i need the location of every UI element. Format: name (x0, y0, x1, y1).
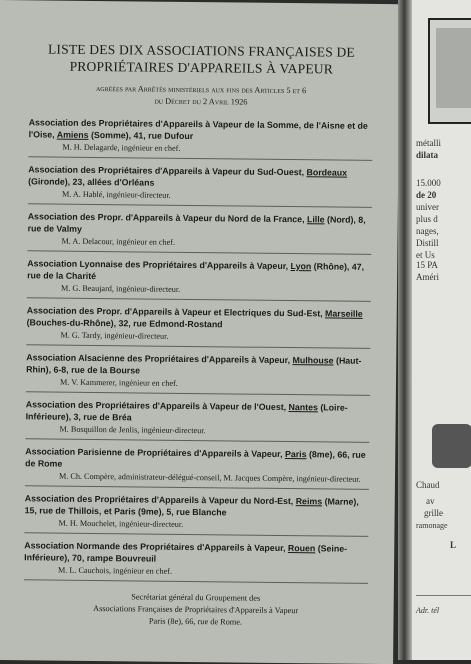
association-city: Rouen (287, 543, 316, 554)
divider (26, 344, 370, 349)
list-item (27, 257, 371, 302)
association-city: Marseille (325, 308, 363, 319)
association-director: M. H. Mouchelet, ingénieur-directeur. (58, 518, 184, 529)
association-name: Association Alsacienne des Propriétaires d'Appareils à Vapeur, (26, 352, 291, 366)
footer-line-1: Secrétariat général du Groupement des (131, 592, 261, 603)
association-city: Lyon (290, 261, 312, 272)
association-director: M. A. Hablé, ingénieur-directeur. (61, 189, 171, 200)
association-address: (Nord), 8, rue de Valmy (27, 214, 366, 234)
right-text: nages, (416, 226, 439, 236)
association-address: (Bouches-du-Rhône), 32, rue Edmond-Rostand (26, 317, 223, 330)
divider (28, 156, 372, 161)
right-text: plus d (416, 214, 438, 224)
association-name: Association des Propriétaires d'Appareils à Vapeur du Sud-Ouest, (28, 164, 305, 178)
association-director: M. Bosquillon de Jenlis, ingénieur-directeur. (59, 424, 206, 436)
right-text: L (450, 540, 457, 550)
right-text: dilata (416, 150, 439, 160)
divider (27, 297, 371, 302)
right-text: univer (416, 202, 439, 212)
page-footer (23, 590, 367, 630)
association-director: M. A. Delacour, ingénieur en chef. (61, 236, 176, 247)
page-title: LISTE DES DIX ASSOCIATIONS FRANÇAISES DE PROPRIÉTAIRES D'APPAREILS À VAPEUR (47, 41, 356, 77)
association-address: (Loire-Inférieure), 3, rue de Bréa (25, 402, 348, 423)
association-address: (Marne), 15, rue de Thillois, et Paris (9me), 5, rue Blanche (24, 496, 359, 518)
association-name: Association des Propr. d'Appareils à Vapeur et Electriques du Sud-Est, (26, 305, 323, 319)
association-name: Association des Propriétaires d'Appareils à Vapeur de la Somme, de l'Aisne et de l'Oise, (28, 117, 368, 140)
divider (27, 250, 371, 255)
right-text: 15 PA (416, 260, 438, 270)
page-subtitle (29, 82, 373, 110)
association-name: Association des Propr. d'Appareils à Vapeur du Nord de la France, (27, 211, 305, 225)
association-director: M. V. Kammerer, ingénieur en chef. (59, 377, 178, 388)
association-address: (Rhône), 47, rue de la Charité (27, 261, 365, 282)
list-item (25, 445, 369, 490)
association-address: (Somme), 41, rue Dufour (90, 129, 194, 142)
association-director: M. Ch. Compère, administrateur-délégué-conseil, M. Jacques Compère, ingénieur-directeur. (58, 471, 361, 484)
association-name: Association Normande des Propriétaires d'Appareils à Vapeur, (24, 540, 286, 554)
boiler-illustration (432, 424, 471, 468)
association-city: Lille (306, 214, 325, 225)
list-item (26, 304, 370, 349)
subtitle-line-2: du Décret du 2 Avril 1926 (154, 96, 248, 107)
right-text: Distill (416, 238, 439, 248)
divider (25, 485, 369, 490)
association-director: M. G. Beaujard, ingénieur-directeur. (60, 283, 181, 294)
association-director: M. G. Tardy, ingénieur-directeur. (60, 330, 169, 341)
right-text: grille (424, 508, 443, 518)
right-text: et Us (416, 250, 435, 260)
facing-page (412, 0, 471, 660)
association-list (24, 116, 373, 584)
association-name: Association Lyonnaise des Propriétaires d'Appareils à Vapeur, (27, 258, 289, 272)
divider (26, 391, 370, 396)
list-item (26, 351, 370, 396)
right-text: métalli (416, 138, 441, 148)
subtitle-line-1: agréées par Arrêtés ministériels aux fins des Articles 5 et 6 (95, 84, 307, 96)
right-text: de 20 (416, 190, 437, 200)
association-city: Amiens (56, 129, 89, 140)
association-city: Paris (284, 449, 307, 460)
association-address: (Gironde), 23, allées d'Orléans (28, 176, 155, 188)
divider (24, 579, 368, 584)
footer-line-2: Associations Françaises de Propriétaires d'Appareils à Vapeur (93, 604, 299, 616)
association-name: Association des Propriétaires d'Appareils à Vapeur de l'Ouest, (25, 399, 287, 413)
association-city: Mulhouse (292, 355, 334, 366)
right-text: Chaud (416, 480, 440, 490)
association-name: Association Parisienne de Propriétaires d'Appareils à Vapeur, (25, 446, 283, 459)
divider (28, 203, 372, 208)
divider (25, 438, 369, 443)
footer-line-3: Paris (8e), 66, rue de Rome. (148, 616, 243, 627)
ad-illustration (436, 28, 471, 108)
right-text: av (426, 496, 435, 506)
divider (24, 532, 368, 537)
right-text: 15.000 (416, 178, 441, 188)
association-name: Association des Propriétaires d'Appareils à Vapeur du Nord-Est, (24, 493, 294, 507)
association-city: Reims (295, 496, 323, 507)
divider (416, 595, 471, 596)
association-city: Bordeaux (306, 167, 348, 178)
association-address: (8me), 66, rue de Rome (25, 449, 366, 469)
association-director: M. H. Delagarde, ingénieur en chef. (62, 142, 181, 153)
list-item (24, 492, 368, 537)
association-city: Nantes (288, 402, 318, 413)
right-text: Adr. tél (416, 606, 440, 615)
advertisement-image (428, 18, 471, 124)
list-item (28, 163, 372, 208)
right-text: Améri (416, 272, 439, 282)
association-address: (Seine-Inférieure), 70, rampe Bouvreuil (24, 543, 348, 564)
association-address: (Haut-Rhin), 6-8, rue de la Bourse (26, 355, 362, 376)
right-text: ramonage (416, 521, 448, 530)
list-item (28, 116, 372, 161)
list-item (24, 539, 368, 584)
list-item (25, 398, 369, 443)
association-director: M. L. Cauchois, ingénieur en chef. (57, 565, 172, 576)
list-item (27, 210, 371, 255)
